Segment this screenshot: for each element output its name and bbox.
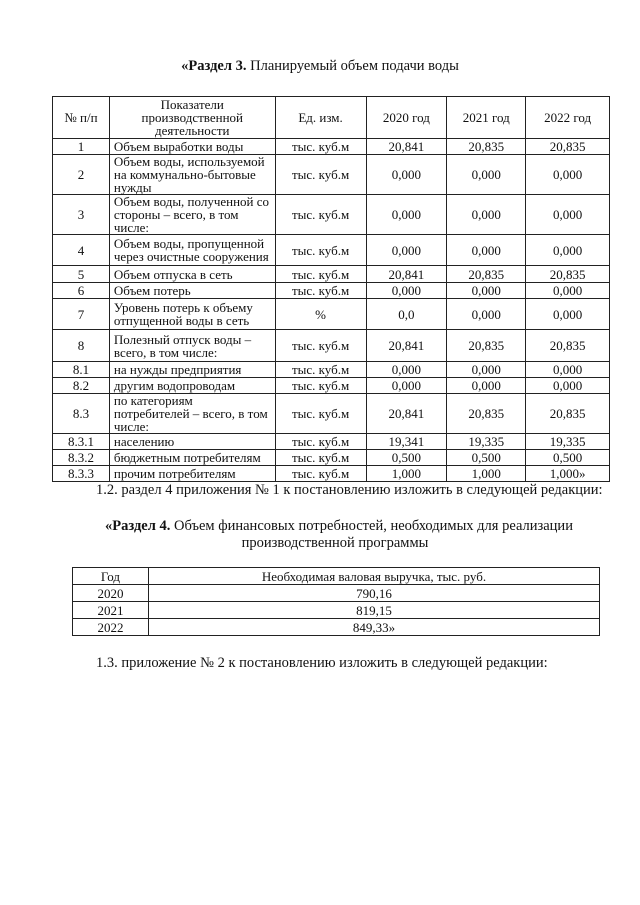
row-unit: тыс. куб.м [275, 466, 366, 482]
row-revenue: 790,16 [148, 585, 599, 602]
header-number: № п/п [53, 97, 110, 139]
table-row [53, 378, 610, 394]
row-value-2022: 20,835 [526, 330, 610, 362]
row-value-2020: 1,000 [366, 466, 447, 482]
row-number: 8 [53, 330, 110, 362]
table-header-row [53, 97, 610, 139]
row-indicator: Объем выработки воды [109, 139, 275, 155]
row-value-2020: 0,000 [366, 195, 447, 235]
row-unit: тыс. куб.м [275, 434, 366, 450]
row-number: 5 [53, 266, 110, 283]
section4-title-bold: «Раздел 4. [105, 518, 171, 534]
table-row [53, 434, 610, 450]
row-unit: тыс. куб.м [275, 235, 366, 266]
row-unit: тыс. куб.м [275, 266, 366, 283]
table-row [53, 266, 610, 283]
section3-title-rest: Планируемый объем подачи воды [246, 58, 459, 74]
row-value-2021: 0,500 [447, 450, 526, 466]
row-number: 4 [53, 235, 110, 266]
row-value-2020: 0,000 [366, 235, 447, 266]
paragraph-1-2: 1.2. раздел 4 приложения № 1 к постановлению изложить в следующей редакции: [96, 482, 603, 498]
row-value-2022: 20,835 [526, 394, 610, 434]
row-number: 8.3.3 [53, 466, 110, 482]
row-indicator: прочим потребителям [109, 466, 275, 482]
header-2020: 2020 год [366, 97, 447, 139]
row-indicator: Уровень потерь к объему отпущенной воды в сеть [109, 299, 275, 330]
row-number: 8.3.1 [53, 434, 110, 450]
row-unit: тыс. куб.м [275, 283, 366, 299]
row-value-2021: 19,335 [447, 434, 526, 450]
row-indicator: Объем воды, полученной со стороны – всего, в том числе: [109, 195, 275, 235]
row-indicator: бюджетным потребителям [109, 450, 275, 466]
table-row [53, 466, 610, 482]
row-value-2022: 19,335 [526, 434, 610, 450]
row-number: 8.3 [53, 394, 110, 434]
row-unit: тыс. куб.м [275, 450, 366, 466]
row-indicator: по категориям потребителей – всего, в том числе: [109, 394, 275, 434]
table-row [53, 235, 610, 266]
table-row [73, 619, 600, 636]
row-number: 3 [53, 195, 110, 235]
row-value-2022: 0,000 [526, 195, 610, 235]
row-value-2022: 0,000 [526, 235, 610, 266]
row-value-2022: 20,835 [526, 139, 610, 155]
row-value-2021: 0,000 [447, 362, 526, 378]
row-indicator: Объем воды, пропущенной через очистные сооружения [109, 235, 275, 266]
row-value-2020: 0,000 [366, 362, 447, 378]
row-unit: тыс. куб.м [275, 362, 366, 378]
row-value-2021: 0,000 [447, 235, 526, 266]
row-number: 8.1 [53, 362, 110, 378]
header-revenue: Необходимая валовая выручка, тыс. руб. [148, 568, 599, 585]
table-row [53, 330, 610, 362]
row-value-2022: 0,000 [526, 155, 610, 195]
row-indicator: населению [109, 434, 275, 450]
row-value-2020: 20,841 [366, 330, 447, 362]
row-value-2021: 1,000 [447, 466, 526, 482]
row-value-2020: 19,341 [366, 434, 447, 450]
paragraph-1-3: 1.3. приложение № 2 к постановлению изложить в следующей редакции: [96, 655, 548, 671]
row-indicator: Объем отпуска в сеть [109, 266, 275, 283]
row-value-2021: 20,835 [447, 139, 526, 155]
row-number: 8.2 [53, 378, 110, 394]
table-row [73, 602, 600, 619]
row-value-2021: 0,000 [447, 299, 526, 330]
section4-title-rest: Объем финансовых потребностей, необходимых для реализации [170, 518, 573, 534]
section3-title-bold: «Раздел 3. [181, 58, 247, 74]
row-unit: тыс. куб.м [275, 378, 366, 394]
header-2021: 2021 год [447, 97, 526, 139]
row-value-2021: 0,000 [447, 283, 526, 299]
row-year: 2021 [73, 602, 149, 619]
row-number: 7 [53, 299, 110, 330]
row-value-2020: 20,841 [366, 266, 447, 283]
table-row [53, 450, 610, 466]
row-revenue: 819,15 [148, 602, 599, 619]
row-indicator: Объем потерь [109, 283, 275, 299]
row-value-2022: 0,000 [526, 299, 610, 330]
row-indicator: на нужды предприятия [109, 362, 275, 378]
table-row [53, 283, 610, 299]
financial-needs-table [72, 567, 600, 636]
table-row [53, 139, 610, 155]
row-number: 2 [53, 155, 110, 195]
row-value-2020: 20,841 [366, 394, 447, 434]
row-value-2020: 0,000 [366, 378, 447, 394]
table-row [73, 585, 600, 602]
section3-title [0, 58, 640, 75]
row-number: 6 [53, 283, 110, 299]
table-row [53, 195, 610, 235]
row-unit: % [275, 299, 366, 330]
section4-title [0, 518, 640, 552]
row-value-2022: 0,500 [526, 450, 610, 466]
table-row [53, 394, 610, 434]
row-value-2022: 0,000 [526, 362, 610, 378]
row-unit: тыс. куб.м [275, 139, 366, 155]
header-2022: 2022 год [526, 97, 610, 139]
row-value-2021: 0,000 [447, 195, 526, 235]
table-row [53, 155, 610, 195]
row-value-2022: 1,000» [526, 466, 610, 482]
row-number: 8.3.2 [53, 450, 110, 466]
row-value-2020: 0,500 [366, 450, 447, 466]
row-value-2021: 20,835 [447, 266, 526, 283]
row-indicator: Полезный отпуск воды – всего, в том числе: [109, 330, 275, 362]
row-indicator: Объем воды, используемой на коммунально-бытовые нужды [109, 155, 275, 195]
row-value-2021: 0,000 [447, 378, 526, 394]
row-year: 2022 [73, 619, 149, 636]
header-indicator: Показатели производственной деятельности [109, 97, 275, 139]
row-unit: тыс. куб.м [275, 394, 366, 434]
row-value-2020: 0,0 [366, 299, 447, 330]
row-value-2021: 20,835 [447, 394, 526, 434]
row-year: 2020 [73, 585, 149, 602]
header-year: Год [73, 568, 149, 585]
table-header-row [73, 568, 600, 585]
row-unit: тыс. куб.м [275, 155, 366, 195]
row-indicator: другим водопроводам [109, 378, 275, 394]
water-supply-table [52, 96, 610, 482]
row-revenue: 849,33» [148, 619, 599, 636]
table-row [53, 299, 610, 330]
row-number: 1 [53, 139, 110, 155]
table-row [53, 362, 610, 378]
row-value-2020: 0,000 [366, 283, 447, 299]
row-value-2022: 20,835 [526, 266, 610, 283]
row-value-2021: 0,000 [447, 155, 526, 195]
header-unit: Ед. изм. [275, 97, 366, 139]
row-unit: тыс. куб.м [275, 195, 366, 235]
row-value-2020: 0,000 [366, 155, 447, 195]
row-value-2022: 0,000 [526, 283, 610, 299]
section4-title-line2: производственной программы [241, 535, 429, 551]
row-value-2020: 20,841 [366, 139, 447, 155]
row-unit: тыс. куб.м [275, 330, 366, 362]
row-value-2022: 0,000 [526, 378, 610, 394]
row-value-2021: 20,835 [447, 330, 526, 362]
